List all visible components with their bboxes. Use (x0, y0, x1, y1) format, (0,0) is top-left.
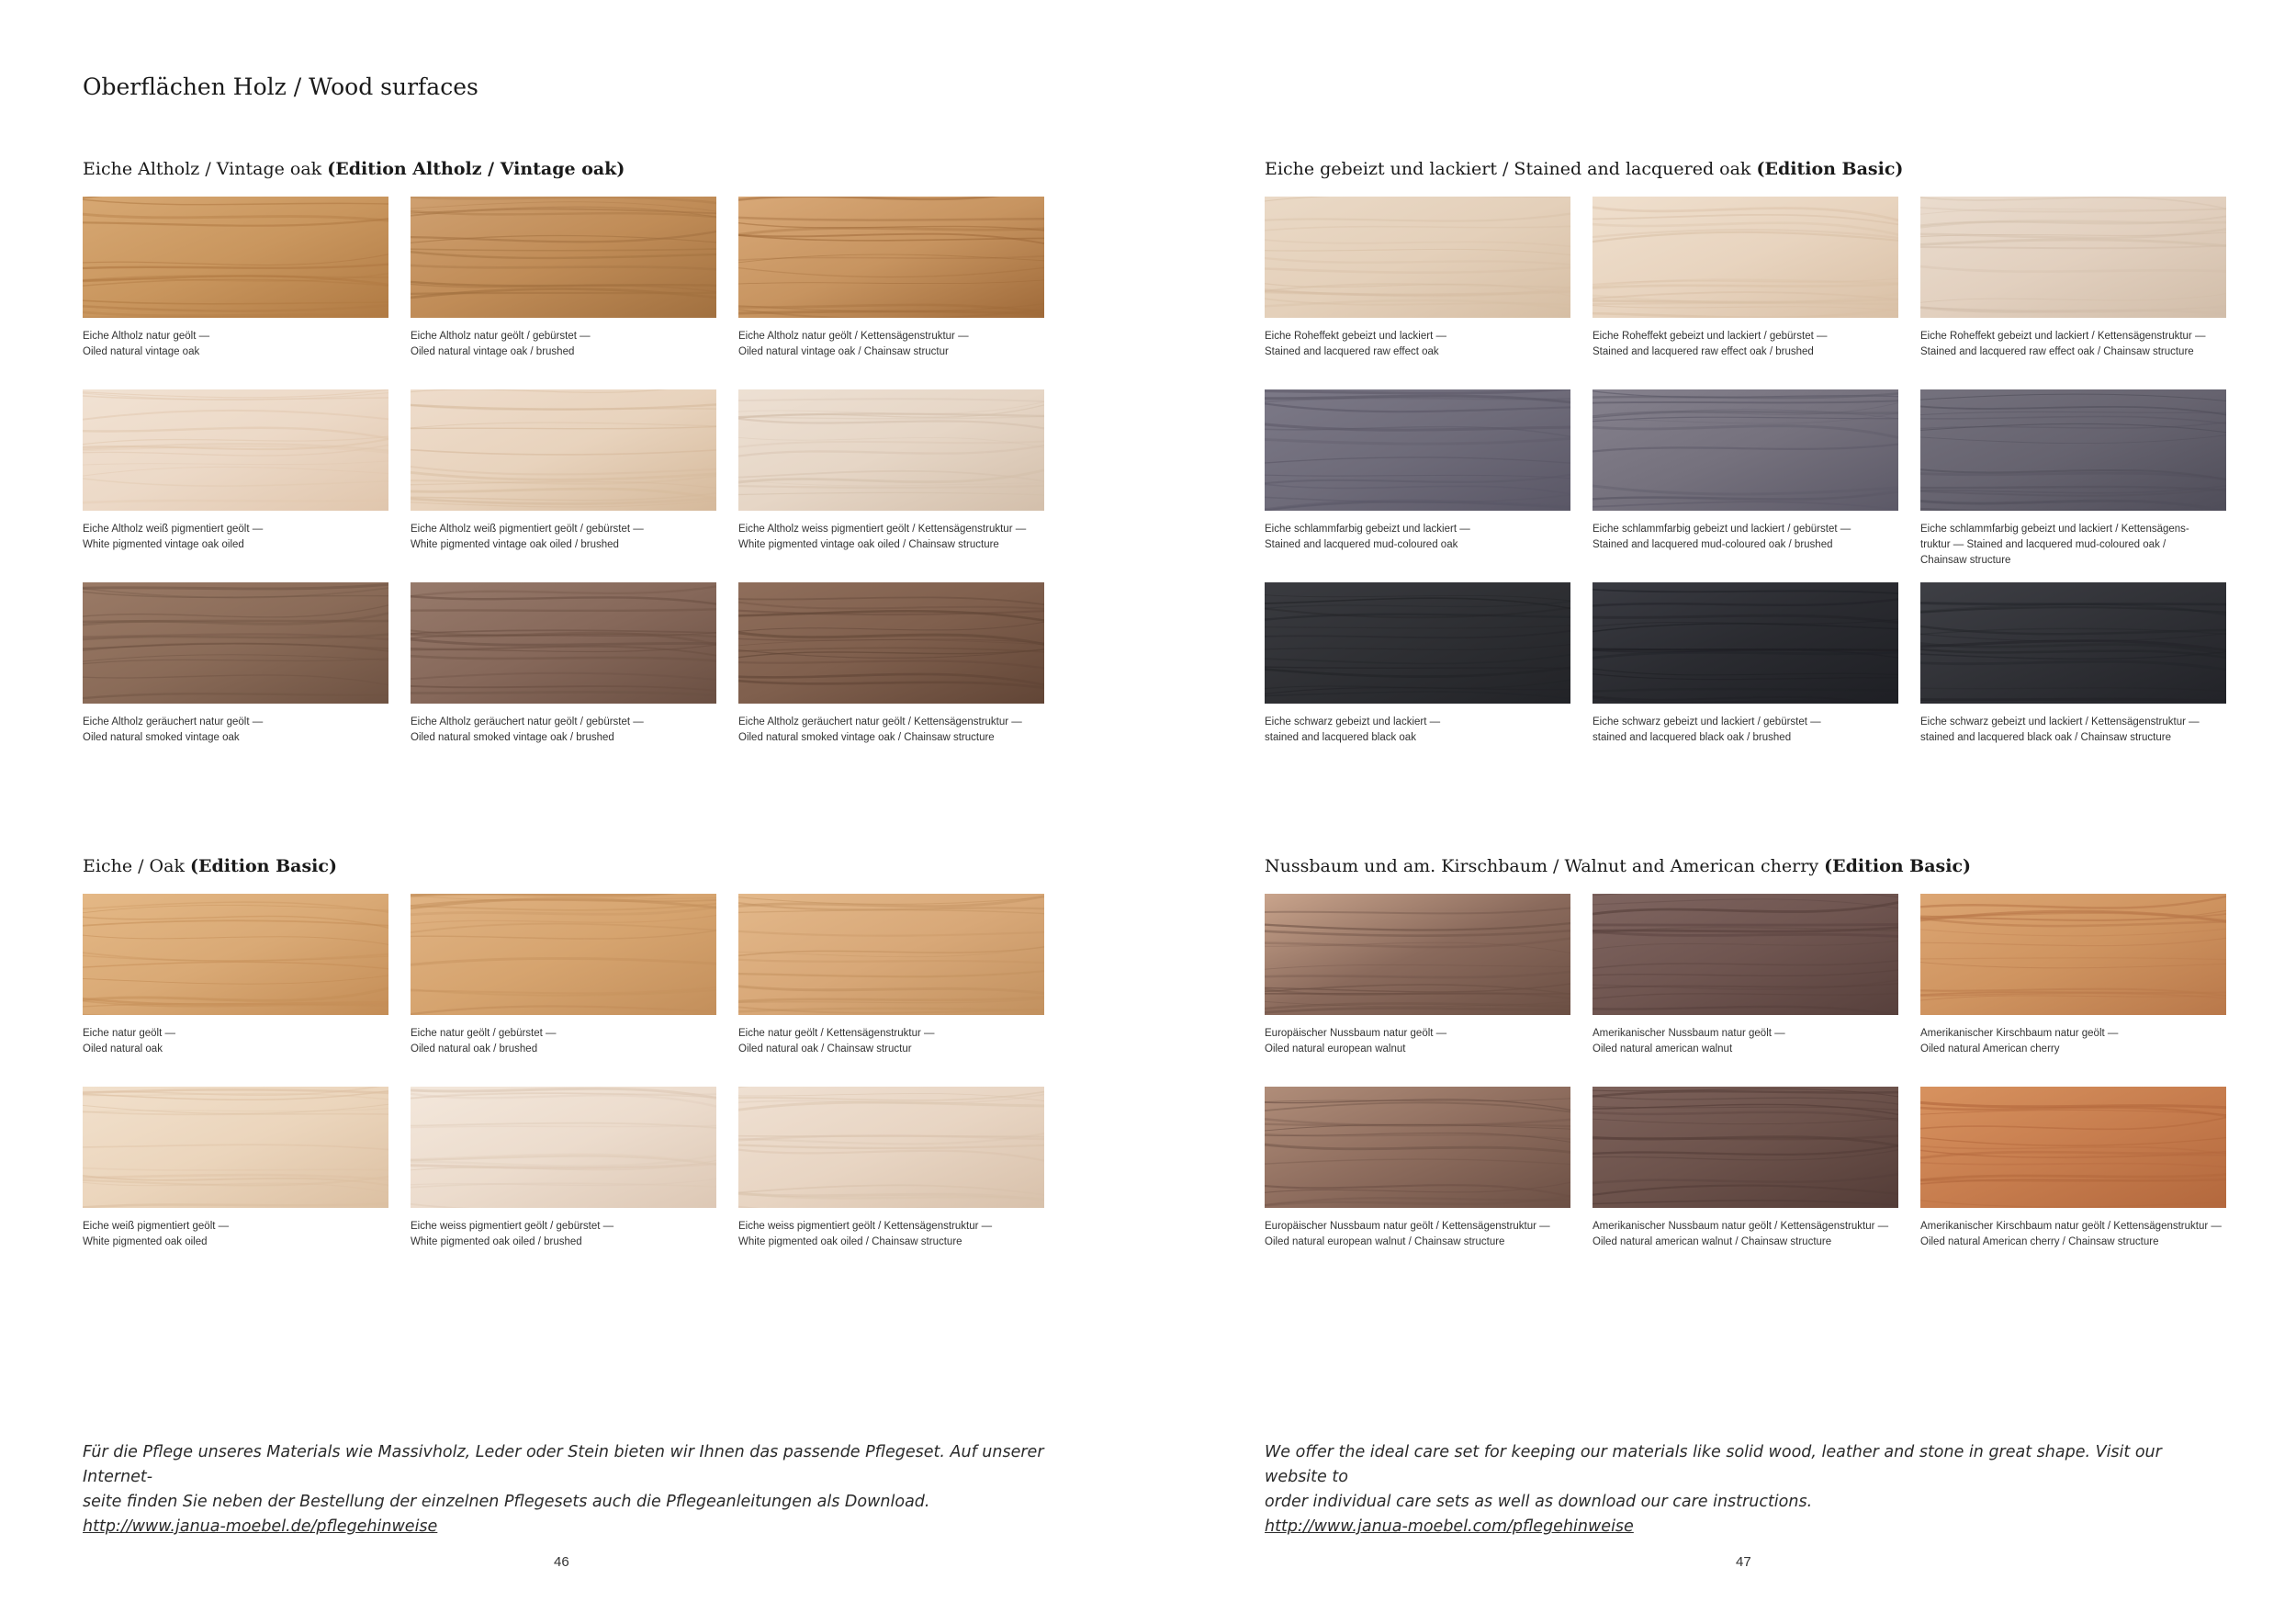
wood-swatch-image (411, 389, 716, 511)
caption-de: Amerikanischer Kirschbaum natur geölt — (1920, 1028, 2119, 1039)
caption-de: Eiche schlammfarbig gebeizt und lackiert / gebürstet — (1593, 524, 1851, 535)
page-number-left: 46 (554, 1554, 569, 1570)
swatch-caption (1593, 715, 1898, 746)
caption-de: Eiche Altholz weiss pigmentiert geölt / Kettensägenstruktur — (738, 524, 1027, 535)
caption-en: Oiled natural european walnut (1265, 1043, 1406, 1054)
caption-de: Eiche Altholz weiß pigmentiert geölt / gebürstet — (411, 524, 644, 535)
caption-en: Oiled natural vintage oak (83, 346, 200, 357)
caption-de: Amerikanischer Nussbaum natur geölt — (1593, 1028, 1785, 1039)
swatch-caption (411, 1026, 716, 1057)
wood-swatch-image (411, 197, 716, 318)
swatch-card (1593, 389, 1898, 582)
swatch-card (1593, 894, 1898, 1087)
caption-en: Oiled natural vintage oak / brushed (411, 346, 575, 357)
swatch-caption (411, 329, 716, 360)
section-oak (83, 853, 1049, 1280)
caption-de: Eiche Altholz natur geölt / Kettensägenstruktur — (738, 331, 969, 342)
wood-swatch-image (1593, 894, 1898, 1015)
swatch-card (1265, 389, 1570, 582)
swatch-caption (738, 1026, 1044, 1057)
swatch-caption (1920, 1026, 2226, 1057)
care-note-de-line-1: Für die Pflege unseres Materials wie Massivholz, Leder oder Stein bieten wir Ihnen das passende Pflegeset. Auf unserer Internet- (83, 1443, 1044, 1486)
section-stained-lacquered-oak (1265, 156, 2231, 775)
wood-swatch-image (83, 894, 388, 1015)
section-title-text: Eiche Altholz / Vintage oak (83, 159, 328, 179)
swatch-grid (83, 197, 1049, 775)
caption-de: Europäischer Nussbaum natur geölt — (1265, 1028, 1447, 1039)
section-edition-label: (Edition Basic) (190, 856, 337, 876)
swatch-card (83, 389, 388, 582)
section-title-text: Eiche / Oak (83, 856, 191, 876)
section-edition-label: (Edition Altholz / Vintage oak) (327, 159, 625, 179)
swatch-card (1265, 894, 1570, 1087)
swatch-caption (83, 1026, 388, 1057)
swatch-card (1920, 582, 2226, 775)
caption-de: Eiche weiss pigmentiert geölt / gebürstet — (411, 1221, 614, 1232)
caption-en: White pigmented vintage oak oiled / brushed (411, 539, 619, 550)
caption-en: Oiled natural oak (83, 1043, 163, 1054)
caption-de: Eiche Altholz geräuchert natur geölt / Kettensägenstruktur — (738, 716, 1022, 727)
wood-swatch-image (738, 582, 1044, 704)
caption-extra: Chainsaw structure (1920, 555, 2011, 566)
swatch-caption (738, 1219, 1044, 1250)
care-link-en[interactable]: http://www.janua-moebel.com/pflegehinweise (1265, 1517, 1634, 1536)
caption-de: Eiche Altholz geräuchert natur geölt — (83, 716, 264, 727)
wood-swatch-image (1593, 197, 1898, 318)
swatch-grid (1265, 197, 2231, 775)
caption-en: Oiled natural vintage oak / Chainsaw structur (738, 346, 949, 357)
care-link-de[interactable]: http://www.janua-moebel.de/pflegehinweise (83, 1517, 438, 1536)
caption-en: White pigmented oak oiled (83, 1236, 208, 1247)
swatch-caption (738, 715, 1044, 746)
care-note-en-line-2: order individual care sets as well as download our care instructions. (1265, 1493, 1813, 1511)
swatch-card (1920, 197, 2226, 389)
caption-en: Stained and lacquered raw effect oak (1265, 346, 1439, 357)
section-vintage-oak (83, 156, 1049, 775)
caption-de: Eiche Roheffekt gebeizt und lackiert / Kettensägenstruktur — (1920, 331, 2206, 342)
swatch-card (1920, 894, 2226, 1087)
swatch-caption (1920, 522, 2226, 569)
caption-en: White pigmented vintage oak oiled (83, 539, 244, 550)
wood-swatch-image (1593, 1087, 1898, 1208)
caption-en: Oiled natural american walnut / Chainsaw structure (1593, 1236, 1832, 1247)
wood-swatch-image (1265, 1087, 1570, 1208)
caption-en: Oiled natural American cherry (1920, 1043, 2060, 1054)
swatch-caption (83, 1219, 388, 1250)
swatch-caption (738, 329, 1044, 360)
care-note-de (83, 1440, 1047, 1539)
caption-de: Eiche schwarz gebeizt und lackiert / gebürstet — (1593, 716, 1821, 727)
swatch-grid (1265, 894, 2231, 1280)
wood-swatch-image (411, 1087, 716, 1208)
caption-en: White pigmented oak oiled / Chainsaw structure (738, 1236, 962, 1247)
swatch-caption (1593, 329, 1898, 360)
wood-swatch-image (1265, 197, 1570, 318)
wood-swatch-image (1920, 894, 2226, 1015)
swatch-caption (411, 1219, 716, 1250)
care-note-de-line-2: seite finden Sie neben der Bestellung der einzelnen Pflegesets auch die Pflegeanleitungen als Download. (83, 1493, 930, 1511)
swatch-caption (1593, 1219, 1898, 1250)
wood-swatch-image (1920, 1087, 2226, 1208)
caption-de: Eiche natur geölt — (83, 1028, 176, 1039)
wood-swatch-image (738, 894, 1044, 1015)
swatch-card (411, 894, 716, 1087)
caption-en: Stained and lacquered raw effect oak / brushed (1593, 346, 1814, 357)
wood-swatch-image (738, 1087, 1044, 1208)
caption-de: Eiche Altholz natur geölt / gebürstet — (411, 331, 591, 342)
swatch-card (411, 1087, 716, 1280)
swatch-card (738, 582, 1044, 775)
swatch-caption (83, 329, 388, 360)
swatch-caption (1593, 522, 1898, 553)
wood-swatch-image (83, 197, 388, 318)
section-walnut-cherry (1265, 853, 2231, 1280)
swatch-card (83, 894, 388, 1087)
swatch-caption (1265, 715, 1570, 746)
section-edition-label: (Edition Basic) (1756, 159, 1904, 179)
care-note-en (1265, 1440, 2229, 1539)
swatch-card (1593, 582, 1898, 775)
wood-swatch-image (83, 582, 388, 704)
caption-de: Amerikanischer Nussbaum natur geölt / Kettensägenstruktur — (1593, 1221, 1889, 1232)
caption-en: stained and lacquered black oak / brushed (1593, 732, 1792, 743)
caption-de: Eiche Altholz geräuchert natur geölt / gebürstet — (411, 716, 644, 727)
swatch-grid (83, 894, 1049, 1280)
caption-en: Oiled natural european walnut / Chainsaw structure (1265, 1236, 1505, 1247)
wood-swatch-image (1593, 389, 1898, 511)
caption-en: Oiled natural smoked vintage oak (83, 732, 240, 743)
swatch-card (738, 894, 1044, 1087)
caption-en: truktur — Stained and lacquered mud-coloured oak / (1920, 539, 2167, 550)
caption-en: Oiled natural smoked vintage oak / brushed (411, 732, 614, 743)
caption-en: White pigmented vintage oak oiled / Chainsaw structure (738, 539, 999, 550)
caption-de: Eiche natur geölt / Kettensägenstruktur — (738, 1028, 935, 1039)
page-number-right: 47 (1736, 1554, 1751, 1570)
caption-en: Stained and lacquered mud-coloured oak (1265, 539, 1458, 550)
caption-de: Eiche schlammfarbig gebeizt und lackiert / Kettensägens- (1920, 524, 2189, 535)
swatch-card (83, 1087, 388, 1280)
section-edition-label: (Edition Basic) (1824, 856, 1972, 876)
caption-en: stained and lacquered black oak / Chainsaw structure (1920, 732, 2171, 743)
caption-de: Europäischer Nussbaum natur geölt / Kettensägenstruktur — (1265, 1221, 1550, 1232)
caption-de: Eiche Roheffekt gebeizt und lackiert — (1265, 331, 1446, 342)
wood-swatch-image (83, 1087, 388, 1208)
swatch-card (1265, 197, 1570, 389)
caption-en: Oiled natural oak / brushed (411, 1043, 538, 1054)
swatch-card (411, 582, 716, 775)
caption-en: White pigmented oak oiled / brushed (411, 1236, 582, 1247)
swatch-caption (1265, 329, 1570, 360)
swatch-card (1593, 1087, 1898, 1280)
swatch-caption (1593, 1026, 1898, 1057)
caption-de: Amerikanischer Kirschbaum natur geölt / Kettensägenstruktur — (1920, 1221, 2222, 1232)
section-title-text: Eiche gebeizt und lackiert / Stained and lacquered oak (1265, 159, 1757, 179)
swatch-caption (1920, 1219, 2226, 1250)
wood-swatch-image (1593, 582, 1898, 704)
wood-swatch-image (1265, 894, 1570, 1015)
caption-de: Eiche Altholz natur geölt — (83, 331, 210, 342)
caption-en: Stained and lacquered mud-coloured oak / brushed (1593, 539, 1833, 550)
caption-de: Eiche schwarz gebeizt und lackiert / Kettensägenstruktur — (1920, 716, 2200, 727)
wood-swatch-image (1265, 582, 1570, 704)
swatch-caption (738, 522, 1044, 553)
caption-de: Eiche schlammfarbig gebeizt und lackiert — (1265, 524, 1470, 535)
caption-de: Eiche Altholz weiß pigmentiert geölt — (83, 524, 264, 535)
wood-swatch-image (1920, 197, 2226, 318)
wood-swatch-image (411, 582, 716, 704)
swatch-card (83, 197, 388, 389)
caption-en: Oiled natural oak / Chainsaw structur (738, 1043, 912, 1054)
wood-swatch-image (738, 389, 1044, 511)
swatch-card (411, 389, 716, 582)
swatch-caption (1265, 522, 1570, 553)
swatch-caption (1265, 1026, 1570, 1057)
section-title (1265, 853, 2231, 879)
swatch-card (1593, 197, 1898, 389)
swatch-caption (1265, 1219, 1570, 1250)
wood-swatch-image (1265, 389, 1570, 511)
swatch-card (738, 197, 1044, 389)
caption-en: stained and lacquered black oak (1265, 732, 1416, 743)
swatch-caption (83, 715, 388, 746)
swatch-card (83, 582, 388, 775)
section-title (83, 853, 1049, 879)
swatch-card (738, 389, 1044, 582)
caption-de: Eiche Roheffekt gebeizt und lackiert / gebürstet — (1593, 331, 1828, 342)
wood-swatch-image (1920, 389, 2226, 511)
swatch-caption (411, 522, 716, 553)
section-title (83, 156, 1049, 182)
caption-en: Stained and lacquered raw effect oak / Chainsaw structure (1920, 346, 2194, 357)
page-title: Oberflächen Holz / Wood surfaces (83, 73, 478, 100)
swatch-card (1265, 582, 1570, 775)
swatch-card (1265, 1087, 1570, 1280)
swatch-caption (1920, 329, 2226, 360)
caption-de: Eiche natur geölt / gebürstet — (411, 1028, 557, 1039)
swatch-caption (1920, 715, 2226, 746)
swatch-caption (411, 715, 716, 746)
caption-de: Eiche weiss pigmentiert geölt / Kettensägenstruktur — (738, 1221, 993, 1232)
caption-en: Oiled natural smoked vintage oak / Chainsaw structure (738, 732, 995, 743)
wood-swatch-image (1920, 582, 2226, 704)
section-title (1265, 156, 2231, 182)
wood-swatch-image (738, 197, 1044, 318)
swatch-card (1920, 389, 2226, 582)
swatch-card (411, 197, 716, 389)
section-title-text: Nussbaum und am. Kirschbaum / Walnut and American cherry (1265, 856, 1825, 876)
wood-swatch-image (83, 389, 388, 511)
caption-en: Oiled natural American cherry / Chainsaw structure (1920, 1236, 2159, 1247)
swatch-caption (83, 522, 388, 553)
caption-de: Eiche schwarz gebeizt und lackiert — (1265, 716, 1441, 727)
wood-swatch-image (411, 894, 716, 1015)
swatch-card (738, 1087, 1044, 1280)
swatch-card (1920, 1087, 2226, 1280)
caption-en: Oiled natural american walnut (1593, 1043, 1733, 1054)
care-note-en-line-1: We offer the ideal care set for keeping our materials like solid wood, leather and stone in great shape. Visit our website to (1265, 1443, 2162, 1486)
caption-de: Eiche weiß pigmentiert geölt — (83, 1221, 230, 1232)
